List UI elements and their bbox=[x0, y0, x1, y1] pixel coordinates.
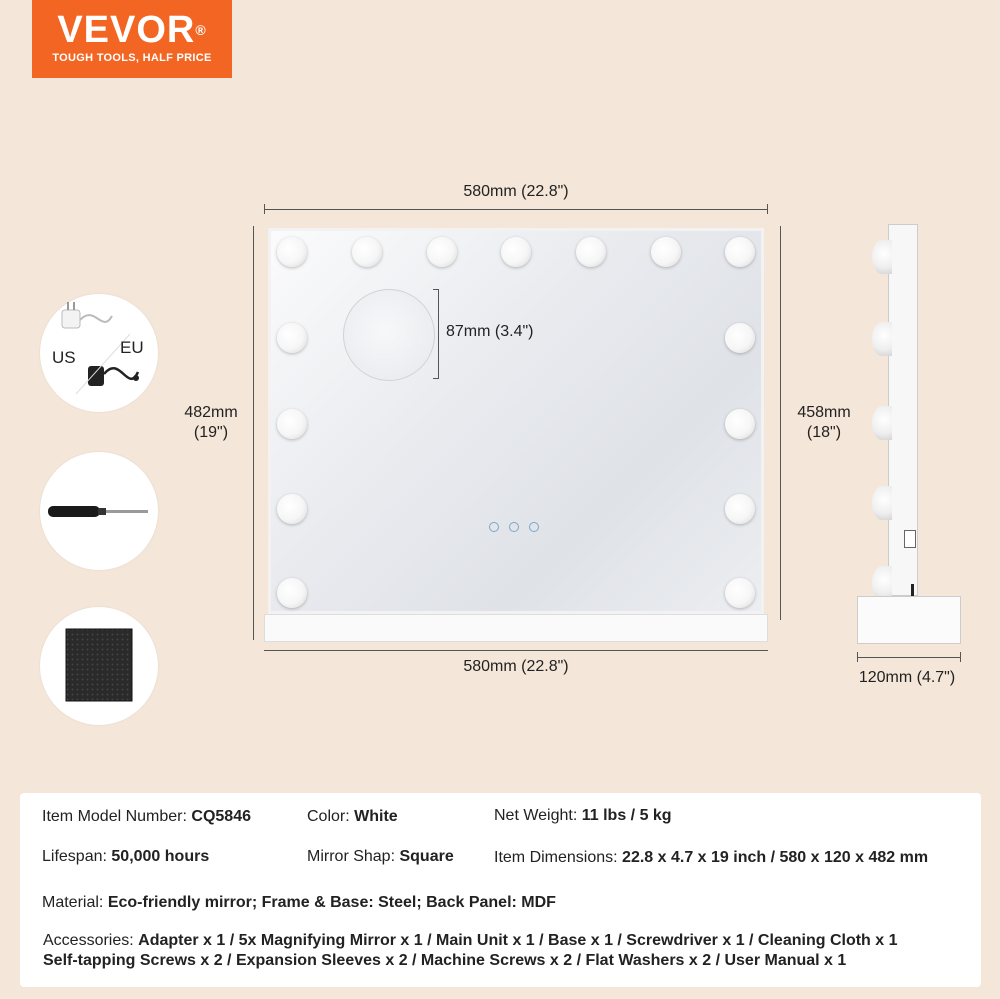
left-height-mm: 482mm bbox=[184, 404, 238, 421]
bulb bbox=[352, 237, 382, 267]
depth-label: 120mm (4.7") bbox=[858, 669, 956, 686]
weight-label: Net Weight: bbox=[494, 807, 578, 824]
spec-model bbox=[42, 807, 251, 827]
depth-dimension-line bbox=[857, 657, 961, 658]
cleaning-cloth-icon bbox=[40, 607, 158, 725]
weight-value: 11 lbs / 5 kg bbox=[581, 807, 672, 824]
top-dimension-tick-left bbox=[264, 204, 265, 214]
vanity-mirror bbox=[268, 228, 764, 614]
bulb bbox=[501, 237, 531, 267]
screwdriver-circle bbox=[40, 452, 158, 570]
usb-port-icon bbox=[904, 530, 916, 548]
spec-accessories bbox=[43, 931, 898, 951]
spec-accessories-continued bbox=[43, 951, 846, 971]
magnifier-tick-top bbox=[433, 289, 439, 290]
spec-material bbox=[42, 893, 556, 913]
bulb bbox=[725, 409, 755, 439]
color-value: White bbox=[354, 808, 398, 825]
side-bulb bbox=[872, 240, 892, 274]
side-view-base bbox=[857, 596, 961, 644]
color-label: Color: bbox=[307, 808, 350, 825]
model-label: Item Model Number: bbox=[42, 808, 187, 825]
left-height-in: (19") bbox=[193, 424, 229, 441]
side-bulb bbox=[872, 322, 892, 356]
spec-shape bbox=[307, 847, 454, 867]
model-value: CQ5846 bbox=[191, 808, 251, 825]
top-dimension-tick-right bbox=[767, 204, 768, 214]
touch-button-icon bbox=[509, 522, 519, 532]
side-bulb bbox=[872, 406, 892, 440]
brand-logo bbox=[32, 0, 232, 78]
touch-button-icon bbox=[489, 522, 499, 532]
depth-tick-left bbox=[857, 652, 858, 662]
brand-name: VEVOR bbox=[57, 9, 196, 51]
right-height-in: (18") bbox=[806, 424, 842, 441]
magnifier-size-label: 87mm (3.4") bbox=[446, 323, 534, 340]
registered-mark: ® bbox=[195, 22, 207, 38]
item-dimensions-label: Item Dimensions: bbox=[494, 849, 618, 866]
bulb bbox=[277, 323, 307, 353]
lifespan-label: Lifespan: bbox=[42, 848, 107, 865]
screwdriver-icon bbox=[40, 452, 158, 570]
bulb bbox=[277, 409, 307, 439]
mirror-base bbox=[264, 614, 768, 642]
bulb bbox=[427, 237, 457, 267]
shape-label: Mirror Shap: bbox=[307, 848, 396, 865]
material-label: Material: bbox=[42, 894, 104, 911]
shape-value: Square bbox=[399, 848, 454, 865]
bottom-dimension-line bbox=[264, 650, 768, 651]
spec-item-dimensions bbox=[494, 848, 928, 868]
top-width-label: 580mm (22.8") bbox=[463, 183, 569, 200]
us-label: US bbox=[52, 348, 76, 367]
spec-lifespan bbox=[42, 847, 209, 867]
bottom-width-label: 580mm (22.8") bbox=[463, 658, 569, 675]
accessories-line-1: Adapter x 1 / 5x Magnifying Mirror x 1 / Main Unit x 1 / Base x 1 / Screwdriver x 1 / Cleaning Cloth x 1 bbox=[138, 932, 898, 949]
spec-color bbox=[307, 807, 398, 827]
magnifying-mirror bbox=[343, 289, 435, 381]
material-value: Eco-friendly mirror; Frame & Base: Steel; Back Panel: MDF bbox=[107, 894, 556, 911]
bulb bbox=[651, 237, 681, 267]
top-dimension-line bbox=[264, 209, 768, 210]
magnifier-dimension-line bbox=[438, 289, 439, 379]
eu-label: EU bbox=[120, 338, 144, 357]
adapter-circle bbox=[40, 294, 158, 412]
right-dimension-line bbox=[780, 226, 781, 620]
lifespan-value: 50,000 hours bbox=[111, 848, 210, 865]
bulb bbox=[576, 237, 606, 267]
brand-tagline: TOUGH TOOLS, HALF PRICE bbox=[52, 52, 212, 64]
bulb bbox=[277, 494, 307, 524]
depth-tick-right bbox=[960, 652, 961, 662]
bulb bbox=[277, 578, 307, 608]
touch-button-icon bbox=[529, 522, 539, 532]
cloth-circle bbox=[40, 607, 158, 725]
item-dimensions-value: 22.8 x 4.7 x 19 inch / 580 x 120 x 482 mm bbox=[622, 849, 929, 866]
spec-weight bbox=[494, 806, 672, 826]
magnifier-tick-bottom bbox=[433, 378, 439, 379]
right-height-mm: 458mm bbox=[797, 404, 851, 421]
side-bulb bbox=[872, 486, 892, 520]
bulb bbox=[725, 237, 755, 267]
bulb bbox=[277, 237, 307, 267]
accessories-label: Accessories: bbox=[43, 932, 134, 949]
bulb bbox=[725, 323, 755, 353]
accessories-line-2: Self-tapping Screws x 2 / Expansion Sleeves x 2 / Machine Screws x 2 / Flat Washers x 2 / User Manual x 1 bbox=[43, 952, 847, 969]
bulb bbox=[725, 494, 755, 524]
bulb bbox=[725, 578, 755, 608]
side-bulb bbox=[872, 566, 892, 600]
